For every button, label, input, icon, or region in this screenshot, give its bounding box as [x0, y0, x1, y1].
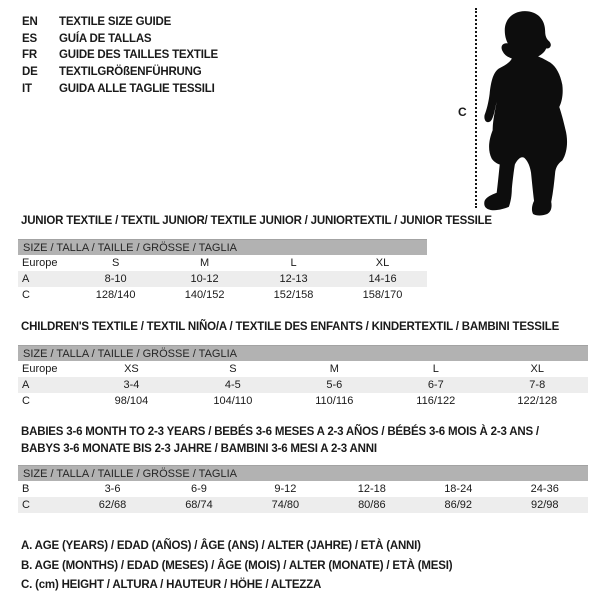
cell: 12-18 — [357, 483, 386, 495]
cell: 158/170 — [362, 289, 403, 301]
cell: 8-10 — [71, 271, 160, 287]
lang-row-es — [22, 31, 218, 48]
cell: S — [111, 257, 120, 269]
cell: 122/128 — [517, 395, 558, 407]
cell: 3-6 — [104, 483, 121, 495]
cell: 3-4 — [81, 377, 182, 393]
cell: 116/122 — [416, 395, 456, 407]
children-size-table — [18, 345, 588, 409]
cell: XL — [375, 257, 390, 269]
cell: 4-5 — [182, 377, 283, 393]
babies-size-table — [18, 465, 588, 513]
row-label: A — [18, 271, 71, 287]
row-label: C — [18, 497, 69, 513]
cell: 62/68 — [69, 497, 155, 513]
cell: 6-7 — [385, 377, 486, 393]
cell: S — [229, 363, 237, 375]
measurement-legend — [21, 537, 452, 596]
cell: 5-6 — [284, 377, 385, 393]
babies-section-title — [21, 426, 539, 455]
cell: 9-12 — [274, 483, 297, 495]
cell: 152/158 — [273, 289, 314, 301]
cell: 92/98 — [501, 497, 588, 513]
table-row — [18, 377, 588, 393]
legend-line-c: C. (cm) HEIGHT / ALTURA / HAUTEUR / HÖHE / ALTEZZA — [21, 579, 322, 591]
junior-size-table — [18, 239, 427, 303]
cell: 68/74 — [156, 497, 242, 513]
table-header-row — [18, 240, 427, 256]
row-label: Europe — [22, 257, 58, 269]
cell: 80/86 — [329, 497, 415, 513]
table-row — [18, 271, 427, 287]
cell: 74/80 — [242, 497, 328, 513]
row-label: A — [18, 377, 81, 393]
table-row — [18, 481, 588, 497]
table-row — [18, 361, 588, 377]
lang-row-de — [22, 64, 218, 81]
cell: 110/116 — [315, 395, 354, 407]
lang-row-en — [22, 14, 218, 31]
cell: 98/104 — [114, 395, 149, 407]
cell: 104/110 — [213, 395, 253, 407]
cell: M — [200, 257, 210, 269]
table-row — [18, 393, 588, 409]
lang-code: DE — [22, 66, 38, 79]
lang-label: TEXTILGRÖßENFÜHRUNG — [59, 66, 202, 79]
size-header-cell: SIZE / TALLA / TAILLE / GRÖSSE / TAGLIA — [18, 346, 588, 362]
cell: 24-36 — [530, 483, 559, 495]
lang-code: ES — [22, 32, 37, 45]
cell: M — [329, 363, 339, 375]
table-row — [18, 287, 427, 303]
size-header-cell: SIZE / TALLA / TAILLE / GRÖSSE / TAGLIA — [18, 240, 427, 256]
height-dotted-line — [475, 8, 477, 208]
cell: XL — [530, 363, 544, 375]
legend-line-a: A. AGE (YEARS) / EDAD (AÑOS) / ÂGE (ANS) / ALTER (JAHRE) / ETÀ (ANNI) — [21, 540, 421, 552]
table-header-row — [18, 466, 588, 482]
lang-label: TEXTILE SIZE GUIDE — [59, 16, 172, 29]
cell: 14-16 — [338, 271, 427, 287]
cell: 7-8 — [487, 377, 589, 393]
row-label: Europe — [22, 363, 58, 375]
size-header-cell: SIZE / TALLA / TAILLE / GRÖSSE / TAGLIA — [18, 466, 588, 482]
cell: 6-9 — [191, 483, 207, 495]
lang-code: FR — [22, 49, 37, 62]
lang-row-fr — [22, 47, 218, 64]
table-row — [18, 255, 427, 271]
language-header — [22, 14, 218, 97]
babies-title-line2: BABYS 3-6 MONATE BIS 2-3 JAHRE / BAMBINI 3-6 MESI A 2-3 ANNI — [21, 443, 377, 455]
lang-row-it — [22, 80, 218, 97]
lang-label: GUIDE DES TAILLES TEXTILE — [59, 49, 218, 62]
cell: 140/152 — [184, 289, 225, 301]
lang-code: IT — [22, 82, 32, 95]
cell: XS — [124, 363, 139, 375]
cell: 86/92 — [415, 497, 501, 513]
cell: L — [290, 257, 297, 269]
cell: 128/140 — [95, 289, 136, 301]
legend-line-b: B. AGE (MONTHS) / EDAD (MESES) / ÂGE (MOIS) / ALTER (MONATE) / ETÀ (MESI) — [21, 559, 453, 572]
cell: 10-12 — [160, 271, 249, 287]
babies-title-line1: BABIES 3-6 MONTH TO 2-3 YEARS / BEBÉS 3-6 MESES A 2-3 AÑOS / BÉBÉS 3-6 MOIS À 2-3 ANS / — [21, 426, 539, 438]
junior-section-title: JUNIOR TEXTILE / TEXTIL JUNIOR/ TEXTILE JUNIOR / JUNIORTEXTIL / JUNIOR TESSILE — [21, 215, 492, 227]
row-label: C — [22, 289, 30, 301]
cell: 12-13 — [249, 271, 338, 287]
children-section-title: CHILDREN'S TEXTILE / TEXTIL NIÑO/A / TEXTILE DES ENFANTS / KINDERTEXTIL / BAMBINI TESSILE — [21, 321, 560, 333]
height-measure-label: C — [458, 105, 467, 119]
table-header-row — [18, 346, 588, 362]
row-label: C — [22, 395, 30, 407]
cell: 18-24 — [444, 483, 473, 495]
lang-label: GUÍA DE TALLAS — [59, 32, 152, 45]
table-row — [18, 497, 588, 513]
toddler-silhouette-icon — [483, 4, 575, 216]
cell: L — [432, 363, 439, 375]
lang-code: EN — [22, 16, 38, 29]
row-label: B — [22, 483, 30, 495]
lang-label: GUIDA ALLE TAGLIE TESSILI — [59, 82, 215, 95]
